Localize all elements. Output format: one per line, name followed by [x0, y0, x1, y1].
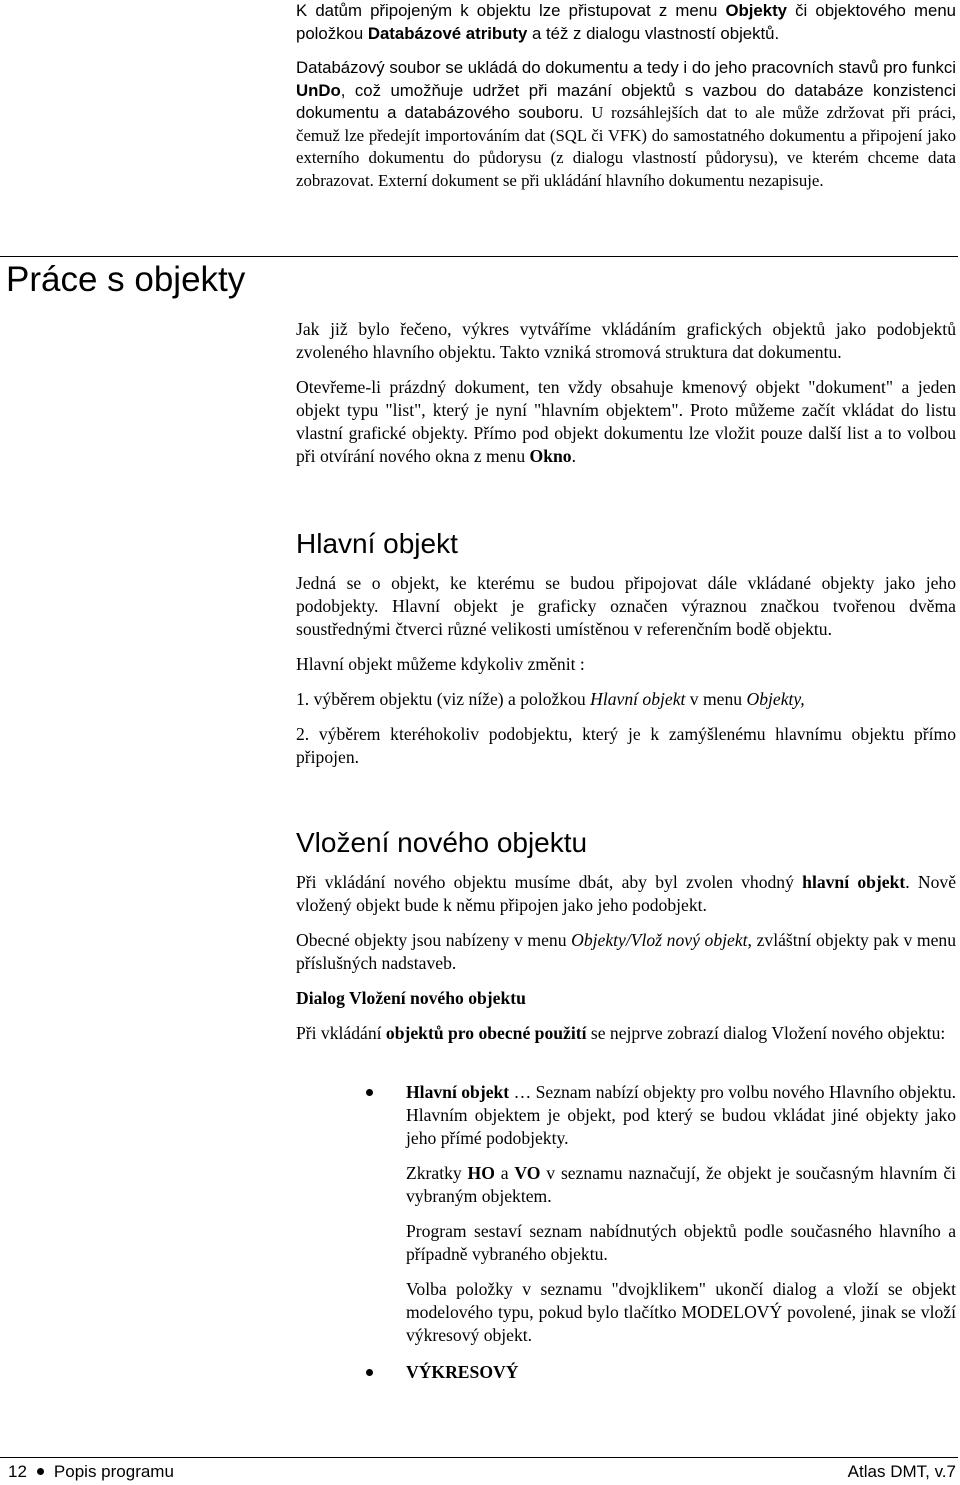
hlavni-paragraph-1: Jedná se o objekt, ke kterému se budou připojovat dále vkládané objekty jako jeho podobjekty. Hlavní objekt je graficky označen výraznou značkou tvořenou dvěma soustřednými čtverci různé velikosti umístěnou v referenčním bodě objektu.: [296, 573, 956, 639]
hlavni-step-1: 1. výběrem objektu (viz níže) a položkou Hlavní objekt v menu Objekty,: [296, 689, 805, 709]
option-hlavni-objekt: Hlavní objekt: [406, 1082, 510, 1102]
footer-rule: [0, 1457, 958, 1458]
list-item: Hlavní objekt … Seznam nabízí objekty pro volbu nového Hlavního objektu. Hlavním objektem je objekt, pod který se budou vkládat jiné objekty jako jeho přímé podobjekty. Zkratky HO a VO v seznamu naznačují, že objekt je současným hlavním či vybraným objektem. Program sestaví seznam nabídnutých objektů podle současného hlavního a případně vybraného objektu. Volba položky v seznamu "dvojklikem" ukončí dialog a vloží se objekt modelového typu, pokud bylo tlačítko MODELOVÝ povolené, jinak se vloží výkresový objekt.: [366, 1081, 956, 1347]
vlozeni-block: [296, 871, 956, 1045]
section-rule: [0, 256, 958, 257]
heading-vlozeni: Vložení nového objektu: [296, 827, 588, 858]
bullet-icon: [366, 1089, 373, 1096]
bullet-icon: [366, 1369, 373, 1376]
heading-hlavni-objekt: Hlavní objekt: [296, 528, 458, 559]
intro-block: [296, 0, 956, 192]
page-number: 12: [8, 1462, 27, 1481]
menu-item-databazove-atributy: Databázové atributy: [367, 23, 528, 43]
intro-paragraph-1: K datům připojeným k objektu lze přistupovat z menu Objekty či objektového menu položkou Databázové atributy a též z dialogu vlastností objektů.: [296, 1, 956, 43]
vlozeni-paragraph-3: Při vkládání objektů pro obecné použití se nejprve zobrazí dialog Vložení nového objektu:: [296, 1023, 946, 1043]
option-vykresovy: VÝKRESOVÝ: [406, 1362, 519, 1382]
hlavni-paragraph-2: Hlavní objekt můžeme kdykoliv změnit :: [296, 654, 585, 674]
menu-path-vloz-novy-objekt: Objekty/Vlož nový objekt: [571, 930, 748, 950]
menu-objekty: Objekty: [725, 1, 788, 20]
footer-section: Popis programu: [53, 1462, 174, 1481]
bullet-icon: [37, 1468, 44, 1475]
list-item: [366, 1361, 956, 1384]
footer-product: Atlas DMT, v.7: [847, 1462, 956, 1481]
intro-paragraph-2: Databázový soubor se ukládá do dokumentu a tedy i do jeho pracovních stavů pro funkci UnDo, což umožňuje udržet při mazání objektů s vazbou do databáze konzistenci dokumentu a databázového souboru. U rozsáhlejších dat to ale může zdržovat při práci, čemuž lze předejít importováním dat (SQL či VFK) do samostatného dokumentu a připojení jako externího dokumentu do půdorysu (z dialogu vlastností půdorysu), ve kterém chceme data zobrazovat. Externí dokument se při ukládání hlavního dokumentu nezapisuje.: [296, 58, 956, 190]
menu-okno: Okno: [529, 446, 572, 466]
hlavni-block: [296, 572, 956, 769]
section-paragraph-1: Jak již bylo řečeno, výkres vytváříme vkládáním grafických objektů jako podobjektů zvoleného hlavního objektu. Takto vzniká stromová struktura dat dokumentu.: [296, 319, 956, 362]
dialog-options-list: [366, 1081, 956, 1384]
dialog-subheading: Dialog Vložení nového objektu: [296, 988, 526, 1008]
hlavni-step-2: 2. výběrem kteréhokoliv podobjektu, který je k zamýšlenému hlavnímu objektu přímo připojen.: [296, 724, 956, 767]
vlozeni-paragraph-1: Při vkládání nového objektu musíme dbát, aby byl zvolen vhodný hlavní objekt. Nově vložený objekt bude k němu připojen jako jeho podobjekt.: [296, 872, 957, 915]
vlozeni-paragraph-2: Obecné objekty jsou nabízeny v menu Objekty/Vlož nový objekt, zvláštní objekty pak v menu příslušných nadstaveb.: [296, 930, 957, 973]
section-paragraph-2: Otevřeme-li prázdný dokument, ten vždy obsahuje kmenový objekt "dokument" a jeden objekt typu "list", který je nyní "hlavním objektem". Proto můžeme začít vkládat do listu vlastní grafické objekty. Přímo pod objekt dokumentu lze vložit pouze další list a to volbou při otvírání nového okna z menu Okno.: [296, 377, 956, 466]
page-footer: [0, 1461, 960, 1483]
term-undo: UnDo: [296, 80, 341, 100]
section-intro: [296, 318, 956, 468]
section-title: Práce s objekty: [6, 260, 246, 299]
